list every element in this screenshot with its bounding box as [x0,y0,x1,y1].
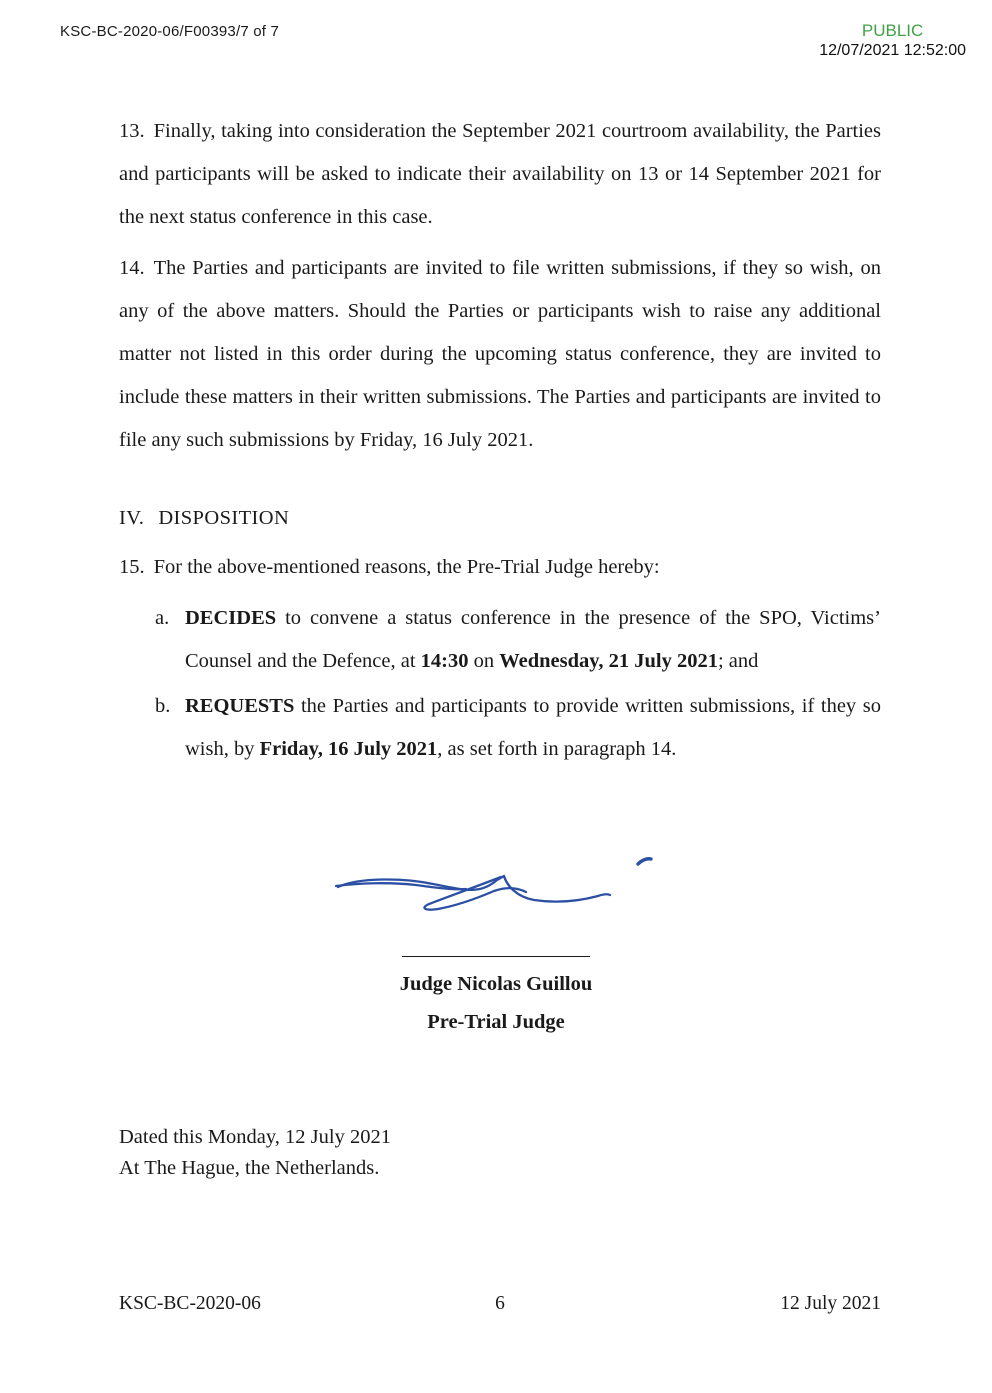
filing-timestamp: 12/07/2021 12:52:00 [819,42,966,60]
paragraph-13 [119,110,881,239]
item-a-label: a. [155,607,170,629]
paragraph-15 [119,546,881,589]
paragraph-13-text: Finally, taking into consideration the September 2021 courtroom availability, the Parties and participants will be asked to indicate their availability on 13 or 14 September 2021 for the next status conference in this case. [119,120,881,228]
item-b-label: b. [155,695,171,717]
paragraph-14-text: The Parties and participants are invited to file written submissions, if they so wish, on any of the above matters. Should the Parties or participants wish to raise any additional matter not listed in this order during the upcoming status conference, they are invited to include these matters in their written submissions. The Parties and participants are invited to file any such submissions by Friday, 16 July 2021. [119,257,881,451]
judge-name: Judge Nicolas Guillou [399,973,593,995]
dateline [119,1122,391,1184]
disposition-item-a [119,597,881,683]
section-numeral: IV. [119,507,145,529]
judge-title: Pre-Trial Judge [427,1011,565,1033]
page-footer [119,1293,881,1315]
footer-date: 12 July 2021 [780,1293,881,1314]
document-body [119,110,881,771]
footer-page-number: 6 [495,1293,505,1314]
dateline-date: Dated this Monday, 12 July 2021 [119,1126,391,1148]
page-header [60,20,966,61]
paragraph-14 [119,247,881,462]
paragraph-14-number: 14. [119,257,145,279]
paragraph-15-text: For the above-mentioned reasons, the Pre-Trial Judge hereby: [153,556,660,578]
paragraph-13-number: 13. [119,120,145,142]
item-a-text: DECIDES to convene a status conference in the presence of the SPO, Victims’ Counsel and the Defence, at 14:30 on Wednesday, 21 July 2021; and [185,607,881,672]
disposition-item-b [119,685,881,771]
disposition-list [119,597,881,771]
signature-ink-image [320,850,660,935]
section-heading-disposition [119,504,881,532]
footer-case-number: KSC-BC-2020-06 [119,1293,261,1314]
case-reference: KSC-BC-2020-06/F00393/7 of 7 [60,23,280,40]
signature-block [0,850,992,1034]
classification-badge: PUBLIC [861,21,924,40]
item-b-text: REQUESTS the Parties and participants to provide written submissions, if they so wish, by Friday, 16 July 2021, as set forth in paragraph 14. [185,695,881,760]
dateline-place: At The Hague, the Netherlands. [119,1157,380,1179]
paragraph-15-number: 15. [119,556,145,578]
section-title: DISPOSITION [158,507,290,529]
classification-stamp [819,20,966,61]
signature-line [402,956,590,957]
